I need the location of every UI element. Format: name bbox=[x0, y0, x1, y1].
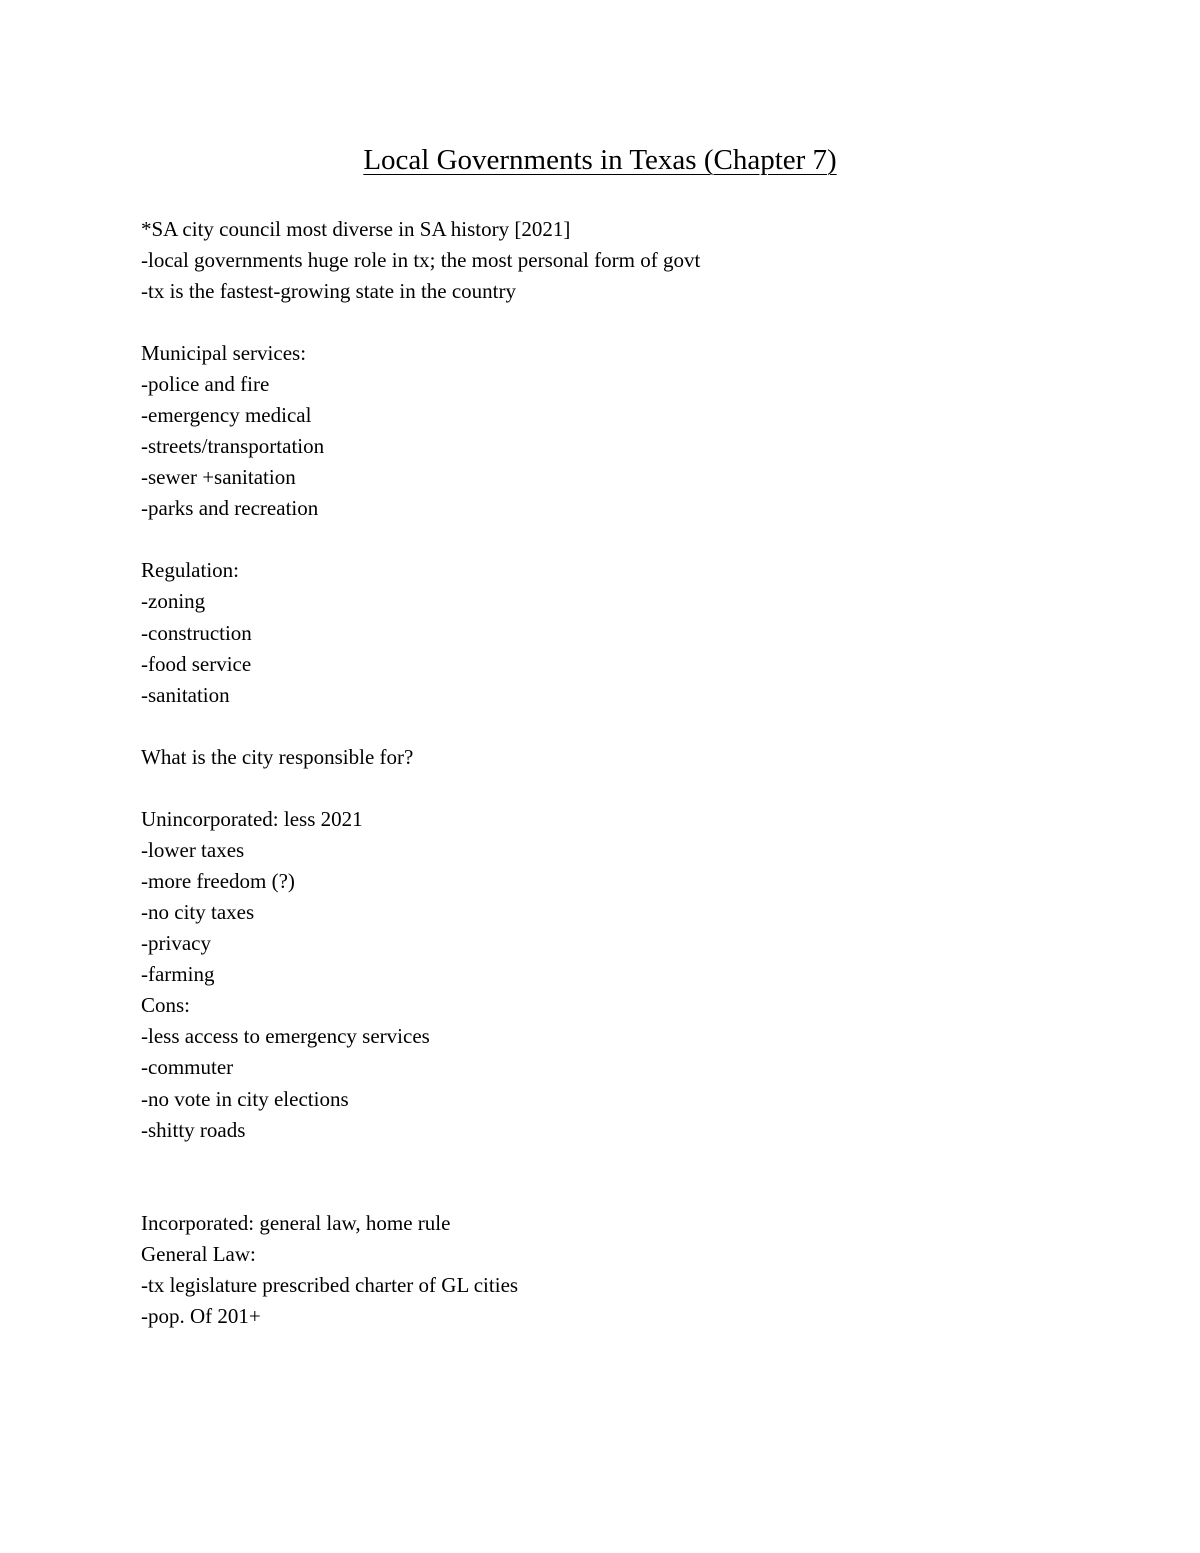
regulation-item: -zoning bbox=[141, 589, 206, 613]
municipal-item: -emergency medical bbox=[141, 403, 312, 427]
unincorporated-item: -no city taxes bbox=[141, 900, 255, 924]
unincorporated-item: -more freedom (?) bbox=[141, 869, 295, 893]
municipal-item: -police and fire bbox=[141, 372, 270, 396]
general-law-item: -pop. Of 201+ bbox=[141, 1304, 261, 1328]
regulation-heading: Regulation: bbox=[141, 558, 239, 582]
municipal-item: -parks and recreation bbox=[141, 496, 319, 520]
unincorporated-item: -lower taxes bbox=[141, 838, 245, 862]
general-law-heading: General Law: bbox=[141, 1242, 256, 1266]
municipal-item: -streets/transportation bbox=[141, 434, 325, 458]
regulation-item: -sanitation bbox=[141, 683, 230, 707]
cons-item: -commuter bbox=[141, 1055, 234, 1079]
municipal-item: -sewer +sanitation bbox=[141, 465, 296, 489]
intro-line-3: -tx is the fastest-growing state in the country bbox=[141, 279, 516, 303]
question-line: What is the city responsible for? bbox=[141, 745, 414, 769]
incorporated-heading: Incorporated: general law, home rule bbox=[141, 1211, 451, 1235]
unincorporated-item: -privacy bbox=[141, 931, 211, 955]
cons-item: -shitty roads bbox=[141, 1118, 246, 1142]
regulation-item: -food service bbox=[141, 652, 252, 676]
municipal-services-heading: Municipal services: bbox=[141, 341, 307, 365]
unincorporated-heading: Unincorporated: less 2021 bbox=[141, 807, 363, 831]
document-title: Local Governments in Texas (Chapter 7) bbox=[363, 144, 837, 176]
cons-item: -no vote in city elections bbox=[141, 1087, 349, 1111]
intro-line-2: -local governments huge role in tx; the most personal form of govt bbox=[141, 248, 701, 272]
general-law-item: -tx legislature prescribed charter of GL cities bbox=[141, 1273, 519, 1297]
regulation-item: -construction bbox=[141, 621, 252, 645]
cons-item: -less access to emergency services bbox=[141, 1024, 430, 1048]
cons-heading: Cons: bbox=[141, 993, 191, 1017]
intro-line-1: *SA city council most diverse in SA history [2021] bbox=[141, 217, 571, 241]
unincorporated-item: -farming bbox=[141, 962, 215, 986]
